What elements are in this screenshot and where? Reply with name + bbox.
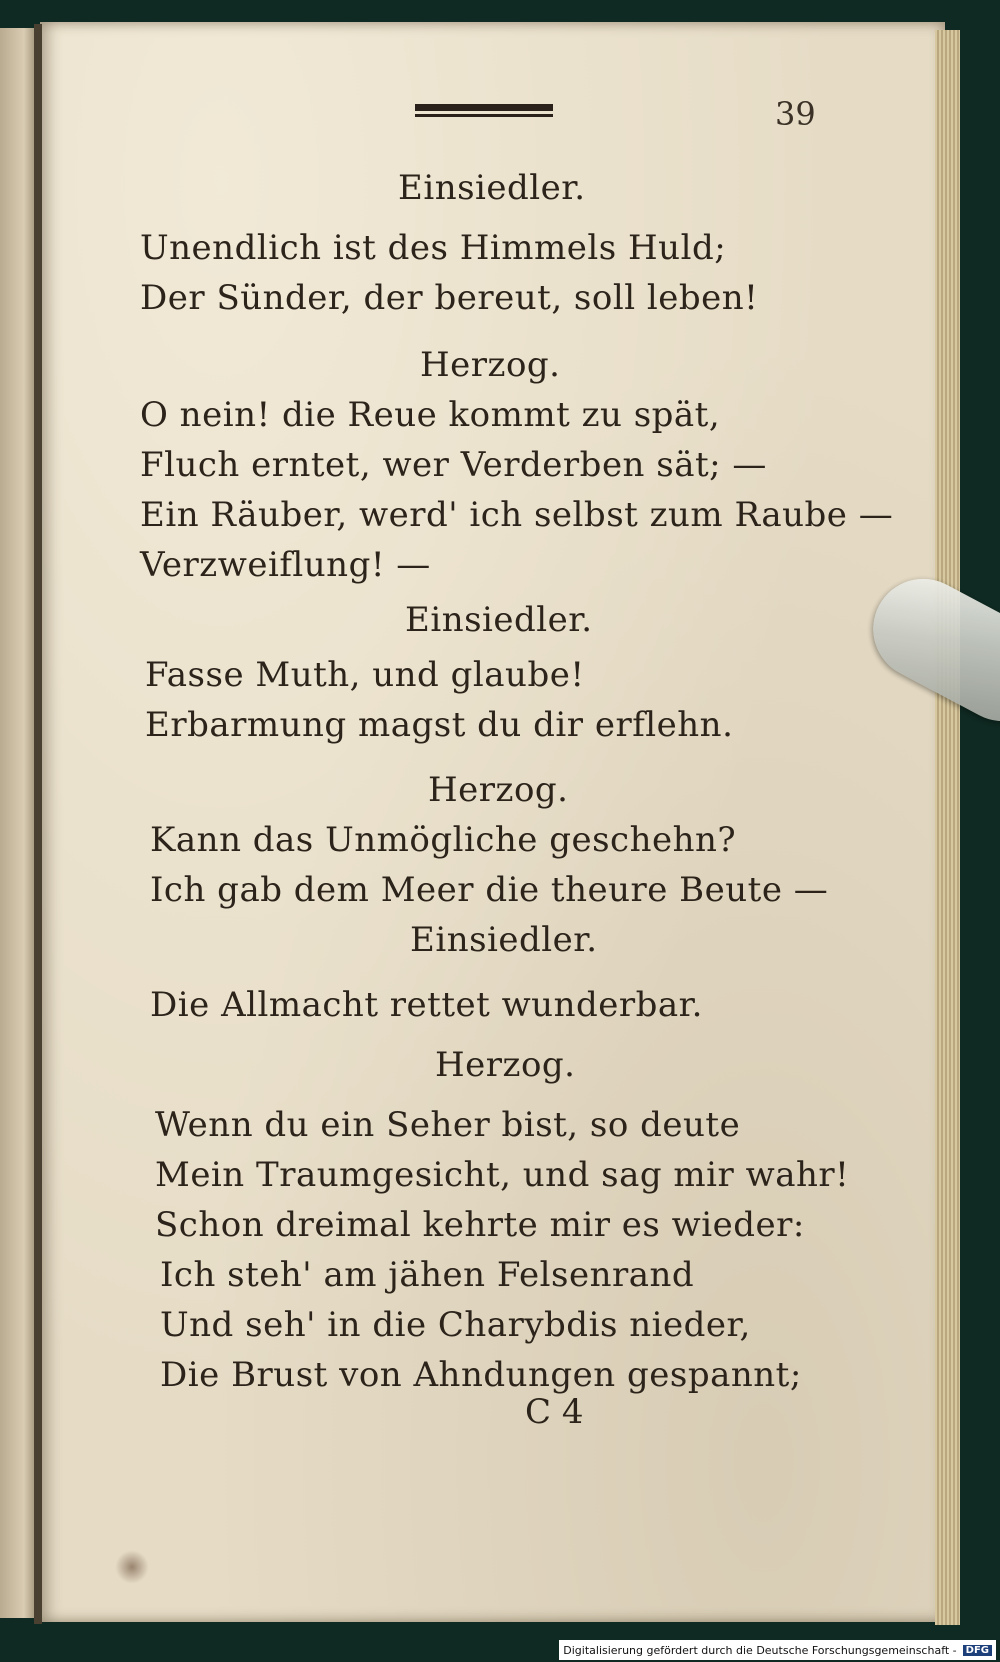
- verse-line: Mein Traumgesicht, und sag mir wahr!: [155, 1155, 850, 1195]
- speaker-label: Herzog.: [420, 345, 561, 385]
- verse-line: Der Sünder, der bereut, soll leben!: [140, 278, 759, 318]
- verse-line: Unendlich ist des Himmels Huld;: [140, 228, 727, 268]
- book-gutter: [34, 24, 42, 1624]
- verse-line: Ein Räuber, werd' ich selbst zum Raube —: [140, 495, 894, 535]
- credit-text: Digitalisierung gefördert durch die Deutsche Forschungsgemeinschaft -: [563, 1643, 957, 1657]
- verse-line: Erbarmung magst du dir erflehn.: [145, 705, 734, 745]
- verse-line: Verzweiflung! —: [140, 545, 431, 585]
- verse-line: O nein! die Reue kommt zu spät,: [140, 395, 721, 435]
- verse-line: Fluch erntet, wer Verderben sät; —: [140, 445, 767, 485]
- speaker-label: Einsiedler.: [405, 600, 593, 640]
- page-number: 39: [775, 95, 816, 133]
- verse-line: Wenn du ein Seher bist, so deute: [155, 1105, 741, 1145]
- speaker-label: Einsiedler.: [398, 168, 586, 208]
- header-rule: [415, 104, 553, 117]
- verse-line: Ich gab dem Meer die theure Beute —: [150, 870, 829, 910]
- verse-line: Die Allmacht rettet wunderbar.: [150, 985, 703, 1025]
- verse-line: Kann das Unmögliche geschehn?: [150, 820, 737, 860]
- digitization-credit: [559, 1640, 996, 1660]
- speaker-label: Herzog.: [428, 770, 569, 810]
- verse-line: Fasse Muth, und glaube!: [145, 655, 585, 695]
- verse-line: Und seh' in die Charybdis nieder,: [160, 1305, 751, 1345]
- verse-line: Schon dreimal kehrte mir es wieder:: [155, 1205, 805, 1245]
- signature-mark: C 4: [525, 1392, 584, 1432]
- dfg-logo: DFG: [963, 1645, 992, 1656]
- ink-stain: [115, 1550, 149, 1584]
- verse-line: Ich steh' am jähen Felsenrand: [160, 1255, 695, 1295]
- page-block-edge: [935, 30, 960, 1625]
- verse-line: Die Brust von Ahndungen gespannt;: [160, 1355, 802, 1395]
- speaker-label: Herzog.: [435, 1045, 576, 1085]
- speaker-label: Einsiedler.: [410, 920, 598, 960]
